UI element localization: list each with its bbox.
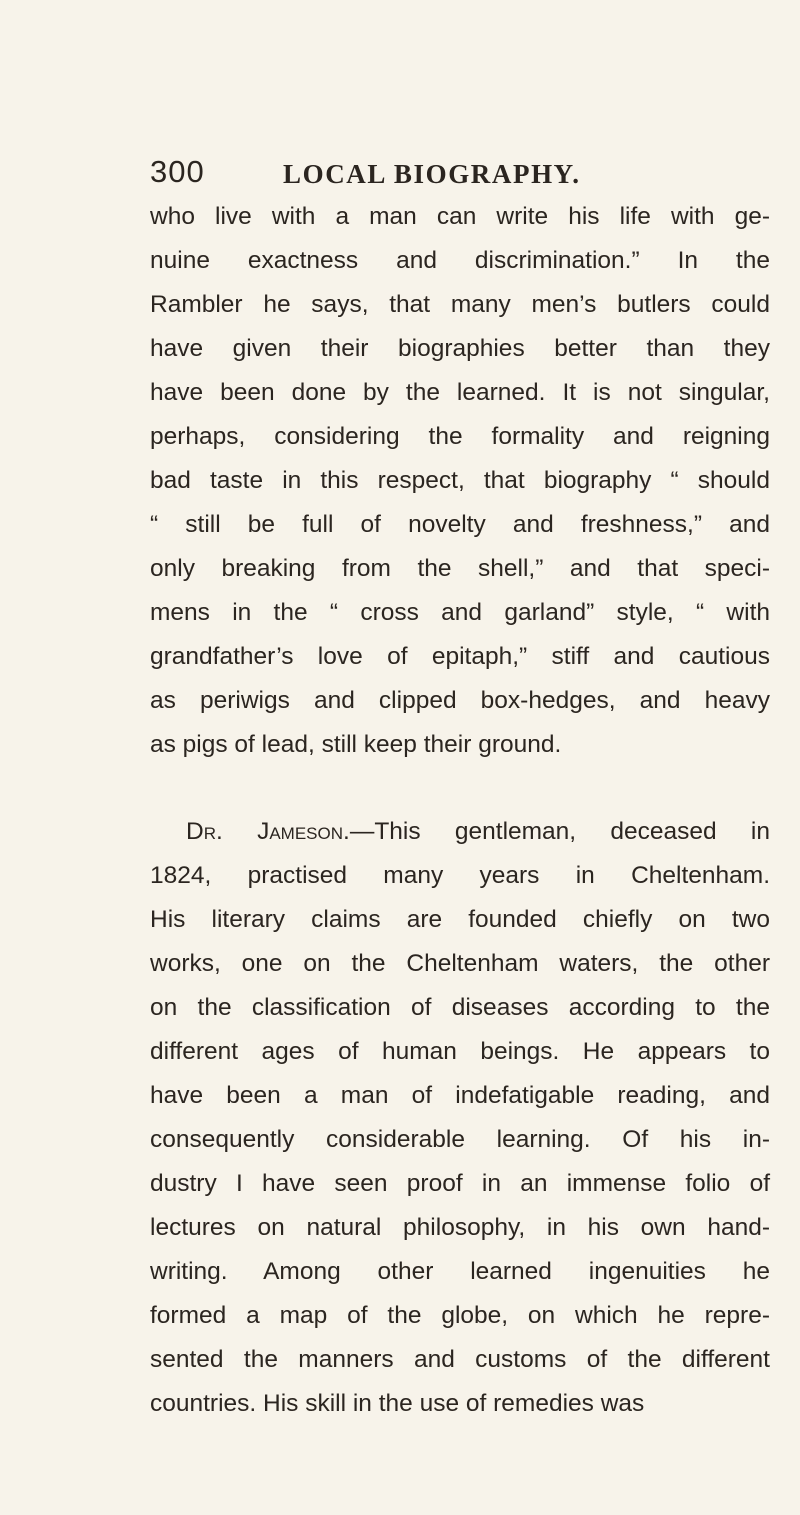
text-line: as pigs of lead, still keep their ground. [150, 731, 562, 758]
text-line: countries. His skill in the use of remedies was [150, 1390, 645, 1417]
text-line: “ still be full of novelty and freshness,” and [150, 511, 770, 538]
text-line: on the classification of diseases according to the [150, 994, 770, 1021]
text-line: have been a man of indefatigable reading, and [150, 1082, 770, 1109]
running-head: LOCAL BIOGRAPHY. [283, 159, 581, 189]
text-line: as periwigs and clipped box-hedges, and heavy [150, 687, 770, 714]
paragraph-1 [150, 195, 770, 767]
text-line: Rambler he says, that many men’s butlers could [150, 291, 770, 318]
text-line: mens in the “ cross and garland” style, “ with [150, 599, 770, 626]
text-line: perhaps, considering the formality and reigning [150, 423, 770, 450]
text-line: have been done by the learned. It is not singular, [150, 379, 770, 406]
entry-name: Dr. Jameson. [186, 818, 350, 845]
text-line-first [150, 810, 770, 854]
page-number: 300 [150, 154, 205, 189]
text-line: dustry I have seen proof in an immense folio of [150, 1170, 770, 1197]
text-line: His literary claims are founded chiefly on two [150, 906, 770, 933]
text-line: have given their biographies better than they [150, 335, 770, 362]
text-line: who live with a man can write his life with ge- [150, 203, 770, 230]
text-line: grandfather’s love of epitaph,” stiff and cautious [150, 643, 770, 670]
text-line: sented the manners and customs of the different [150, 1346, 770, 1373]
paragraph-2 [150, 810, 770, 1426]
paragraph-gap [150, 767, 770, 810]
body-text [150, 195, 770, 1426]
page-header [150, 152, 770, 192]
text-line: 1824, practised many years in Cheltenham. [150, 862, 770, 889]
text-line: works, one on the Cheltenham waters, the other [150, 950, 770, 977]
text-line: nuine exactness and discrimination.” In the [150, 247, 770, 274]
text-line: different ages of human beings. He appears to [150, 1038, 770, 1065]
text-line: consequently considerable learning. Of his in- [150, 1126, 770, 1153]
text-line: writing. Among other learned ingenuities he [150, 1258, 770, 1285]
text-line: formed a map of the globe, on which he repre- [150, 1302, 770, 1329]
text-line: bad taste in this respect, that biography “ should [150, 467, 770, 494]
text-line: only breaking from the shell,” and that speci- [150, 555, 770, 582]
entry-intro: —This gentleman, deceased in [349, 818, 771, 845]
text-line: lectures on natural philosophy, in his own hand- [150, 1214, 770, 1241]
